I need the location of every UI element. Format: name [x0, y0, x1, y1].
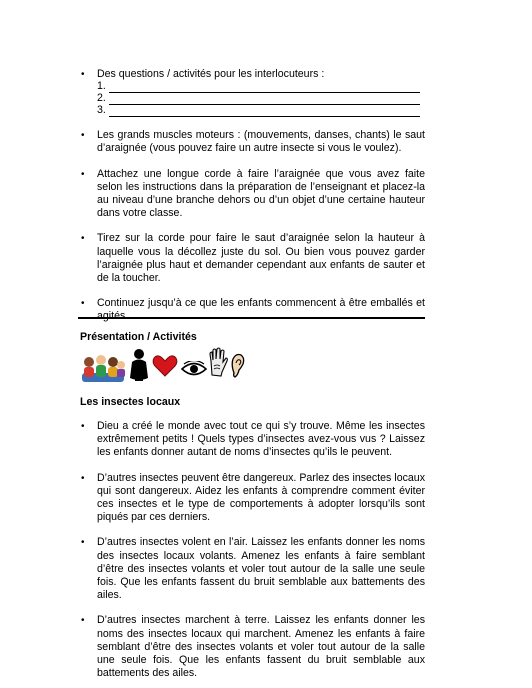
list-item [80, 68, 425, 117]
list-item-text: Continuez jusqu’à ce que les enfants commencent à être emballés et [97, 297, 425, 310]
blank-line [109, 107, 420, 117]
heart-icon [152, 355, 178, 377]
question-number: 3. [97, 104, 106, 116]
section-divider [78, 317, 425, 319]
ear-icon [230, 353, 245, 379]
question-number: 1. [97, 80, 106, 92]
section-subtitle: Les insectes locaux [80, 396, 181, 408]
eye-icon [181, 361, 207, 377]
question-line [97, 93, 425, 105]
hand-icon [208, 347, 228, 377]
person-silhouette-icon [128, 348, 150, 382]
section-title: Présentation / Activités [80, 331, 197, 343]
question-line [97, 105, 425, 117]
list-item [80, 472, 425, 525]
list-item-text: D’autres insectes volent en l’air. Laissez les enfants donner les noms des insectes locaux volants. Amenez les enfants à faire semblant d’être des insectes volants et voler tout autour de la salle une seule fois. Que les enfants fassent du bruit semblable aux battements des ailes. [97, 536, 425, 602]
top-bullet-list [80, 68, 425, 324]
list-item-text: Les grands muscles moteurs : (mouvements, danses, chants) le saut d’araignée (vous pouvez faire un autre insecte si vous le voulez). [97, 129, 425, 155]
list-item [80, 420, 425, 460]
list-item [80, 297, 425, 323]
list-item [80, 614, 425, 680]
blank-line [109, 95, 420, 105]
list-item [80, 168, 425, 221]
list-item-text: D’autres insectes peuvent être dangereux. Parlez des insectes locaux qui sont dangereux. Aidez les enfants à comprendre comment éviter ces insectes et le type de comportements à adopter lorsqu’ils sont piqués par ces derniers. [97, 471, 425, 524]
list-item [80, 536, 425, 602]
activity-icons [80, 347, 245, 383]
question-line [97, 81, 425, 93]
question-lines [97, 81, 425, 117]
list-item-text: Dieu a créé le monde avec tout ce qui s’y trouve. Même les insectes extrêmement petits ! Quels types d’insectes avez-vous vus ? Laissez les enfants donner autant de noms d’insectes qu’ils le peuvent. [97, 420, 425, 459]
list-item-text: Attachez une longue corde à faire l’araignée que vous avez faite selon les instructions dans la préparation de l’enseignant et placez-la au niveau d’une branche dehors ou d’un objet d’une certaine hauteur dans votre classe. [97, 167, 425, 220]
list-item-text: Des questions / activités pour les interlocuteurs : [97, 68, 325, 80]
group-people-icon [80, 353, 126, 383]
list-item-text: Tirez sur la corde pour faire le saut d’araignée selon la hauteur à laquelle vous la décollez juste du sol. Ou bien vous pouvez garder l’araignée plus haut et demander cependant aux enfants de sauter et de la toucher. [97, 232, 425, 285]
list-item [80, 129, 425, 155]
bottom-bullet-list [80, 420, 425, 680]
blank-line [109, 83, 420, 93]
question-number: 2. [97, 92, 106, 104]
list-item-text: D’autres insectes marchent à terre. Laissez les enfants donner les noms des insectes locaux qui marchent. Amenez les enfants à faire semblant d’être des insectes volants et voler tout autour de la salle une seule fois. Que les enfants fassent du bruit semblable aux battements des ailes. [97, 614, 425, 680]
list-item [80, 232, 425, 285]
